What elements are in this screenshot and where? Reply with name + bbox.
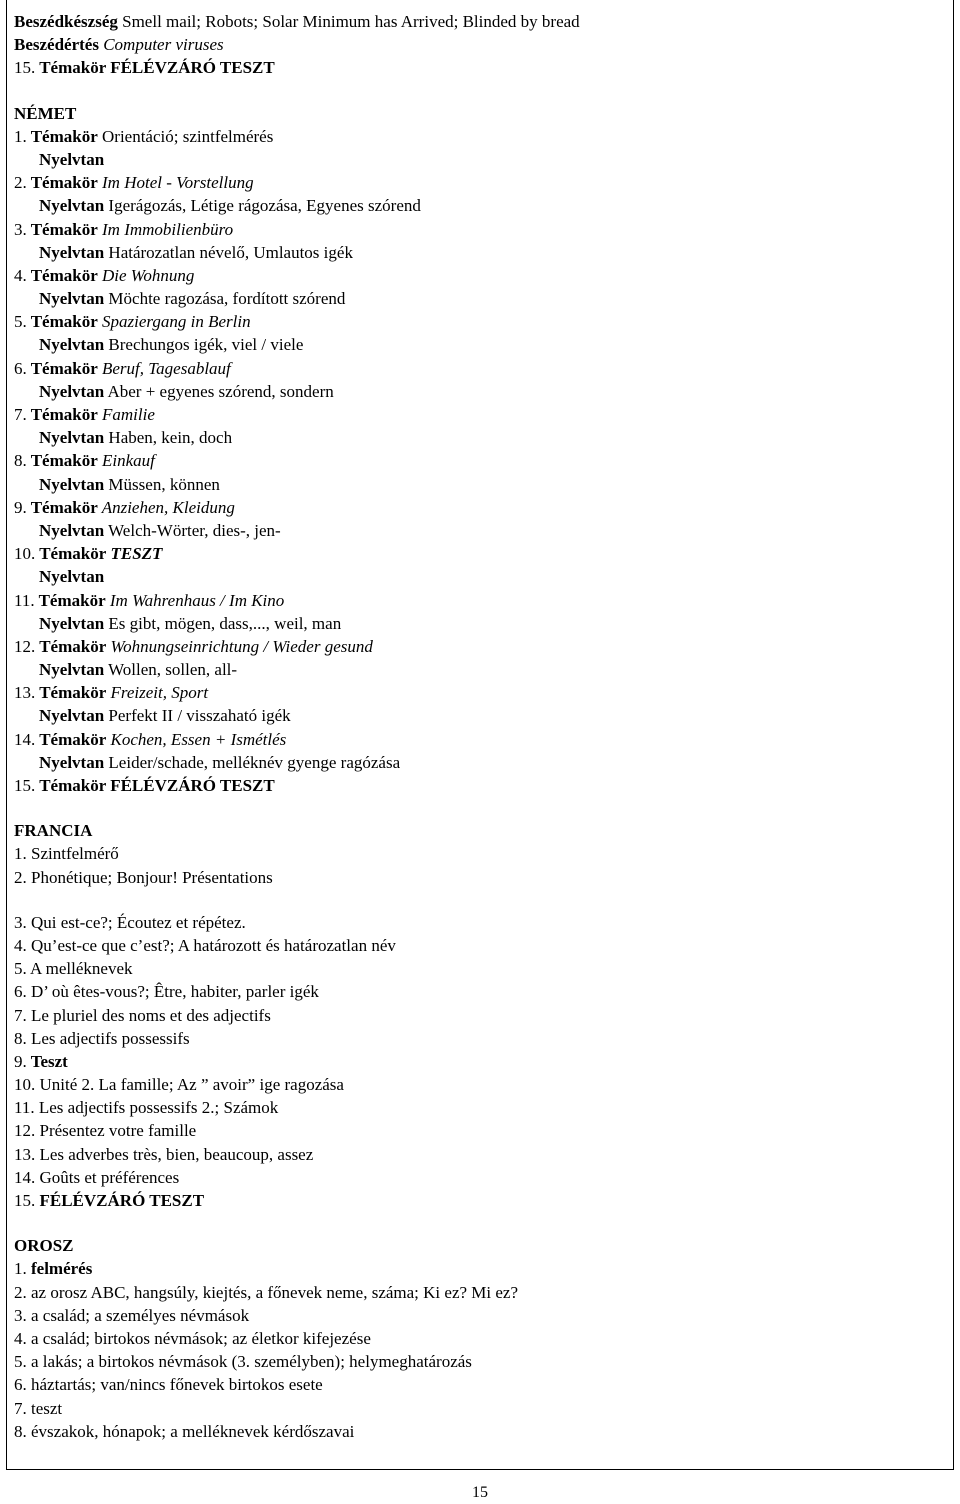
- syllabus-line: [14, 1350, 934, 1373]
- item-text: Orientáció; szintfelmérés: [97, 126, 274, 146]
- item-label: Témakör: [26, 451, 98, 471]
- syllabus-line: [14, 1257, 934, 1280]
- item-label: Nyelvtan: [39, 474, 105, 494]
- item-text: a család; a személyes névmások: [26, 1305, 250, 1325]
- syllabus-line: [14, 1166, 934, 1189]
- item-text: Möchte ragozása, fordított szórend: [104, 289, 346, 309]
- item-text: A melléknevek: [26, 959, 133, 979]
- section-gap: [14, 80, 934, 102]
- syllabus-line: [14, 1050, 934, 1073]
- item-label: Beszédkészség: [14, 12, 118, 31]
- syllabus-line: [14, 56, 934, 79]
- item-number: 1.: [14, 1259, 27, 1279]
- item-label: Nyelvtan: [39, 428, 105, 448]
- section-heading-nemet: NÉMET: [14, 103, 77, 123]
- syllabus-line: [14, 728, 934, 751]
- syllabus-line: [14, 1004, 934, 1027]
- syllabus-content: [14, 10, 934, 1443]
- syllabus-line: [14, 218, 934, 241]
- item-number: 3.: [14, 912, 27, 932]
- syllabus-line: [14, 287, 934, 310]
- item-label: Témakör: [34, 590, 106, 610]
- section-gap: [14, 797, 934, 819]
- item-text: Perfekt II / visszaható igék: [104, 706, 291, 726]
- syllabus-line: [14, 589, 934, 612]
- syllabus-line: [14, 980, 934, 1003]
- item-topic: Die Wohnung: [97, 265, 195, 285]
- section-heading-orosz: OROSZ: [14, 1236, 74, 1256]
- item-number: 5.: [14, 959, 27, 979]
- item-number: 4.: [14, 1328, 27, 1348]
- syllabus-line: [14, 658, 934, 681]
- item-number: 2.: [14, 1282, 27, 1302]
- item-text: Le pluriel des noms et des adjectifs: [26, 1005, 271, 1025]
- item-number: 7.: [14, 1398, 27, 1418]
- syllabus-line: [14, 751, 934, 774]
- item-number: 12.: [14, 636, 36, 656]
- item-text: évszakok, hónapok; a melléknevek kérdőszavai: [26, 1421, 355, 1441]
- syllabus-line: [14, 125, 934, 148]
- item-label: Nyelvtan: [39, 335, 105, 355]
- syllabus-line: [14, 403, 934, 426]
- item-number: 14.: [14, 1167, 36, 1187]
- syllabus-line: [14, 426, 934, 449]
- item-topic: Spaziergang in Berlin: [97, 312, 251, 332]
- item-number: 10.: [14, 1075, 36, 1095]
- item-label: Témakör: [26, 219, 98, 239]
- item-text: Igerágozás, Létige rágozása, Egyenes szórend: [104, 196, 421, 216]
- item-topic: Einkauf: [97, 451, 155, 471]
- item-label: Nyelvtan: [39, 381, 105, 401]
- item-number: 15.: [14, 1191, 36, 1210]
- item-topic: Freizeit, Sport: [106, 683, 209, 703]
- item-topic: Im Hotel - Vorstellung: [97, 173, 254, 193]
- item-number: 5.: [14, 312, 27, 332]
- syllabus-line: [14, 704, 934, 727]
- syllabus-line: [14, 241, 934, 264]
- syllabus-line: [14, 612, 934, 635]
- syllabus-line: [14, 310, 934, 333]
- syllabus-line: [14, 1143, 934, 1166]
- item-number: 3.: [14, 1305, 27, 1325]
- syllabus-line: [14, 1189, 934, 1212]
- item-label: Témakör: [26, 265, 98, 285]
- item-label: Nyelvtan: [39, 242, 105, 262]
- item-text: Es gibt, mögen, dass,..., weil, man: [104, 613, 342, 633]
- item-text: háztartás; van/nincs főnevek birtokos esete: [26, 1375, 323, 1395]
- syllabus-line: [14, 357, 934, 380]
- blank-line: [14, 889, 934, 911]
- syllabus-line: [14, 449, 934, 472]
- item-number: 1.: [14, 844, 27, 864]
- syllabus-line: [14, 264, 934, 287]
- item-number: 6.: [14, 1375, 27, 1395]
- item-topic: Im Wahrenhaus / Im Kino: [105, 590, 285, 610]
- syllabus-line: [14, 565, 934, 588]
- item-number: 5.: [14, 1352, 27, 1372]
- item-bold-text: FÉLÉVZÁRÓ TESZT: [35, 1191, 205, 1210]
- syllabus-line: [14, 635, 934, 658]
- syllabus-line: [14, 10, 934, 33]
- item-text: Haben, kein, doch: [104, 428, 233, 448]
- item-text: Aber + egyenes szórend, sondern: [104, 381, 334, 401]
- item-number: 14.: [14, 729, 36, 749]
- item-label: Témakör: [35, 776, 106, 795]
- item-number: 2.: [14, 173, 27, 193]
- item-bold-topic: TESZT: [106, 544, 163, 564]
- item-number: 15.: [14, 58, 36, 78]
- item-label: Témakör: [35, 58, 106, 78]
- item-number: 8.: [14, 1421, 27, 1441]
- item-number: 2.: [14, 867, 27, 887]
- item-label: Témakör: [35, 683, 107, 703]
- syllabus-line: [14, 333, 934, 356]
- item-number: 8.: [14, 451, 27, 471]
- item-number: 15.: [14, 776, 36, 795]
- item-text: Phonétique; Bonjour! Présentations: [26, 867, 273, 887]
- item-number: 11.: [14, 590, 35, 610]
- item-topic: Im Immobilienbüro: [97, 219, 234, 239]
- item-label: Témakör: [26, 497, 98, 517]
- item-label: Témakör: [26, 405, 98, 424]
- syllabus-line: [14, 1119, 934, 1142]
- item-text: Qu’est-ce que c’est?; A határozott és határozatlan név: [26, 935, 396, 955]
- item-number: 7.: [14, 405, 27, 424]
- syllabus-line: [14, 171, 934, 194]
- syllabus-line: [14, 473, 934, 496]
- item-label: Nyelvtan: [39, 706, 105, 726]
- item-number: 6.: [14, 358, 27, 378]
- item-text: Müssen, können: [104, 474, 220, 494]
- item-label: Nyelvtan: [39, 196, 105, 216]
- item-number: 4.: [14, 935, 27, 955]
- item-label: Nyelvtan: [39, 520, 105, 540]
- item-text: Goûts et préférences: [35, 1167, 180, 1187]
- item-text: Qui est-ce?; Écoutez et répétez.: [26, 912, 246, 932]
- syllabus-line: [14, 1096, 934, 1119]
- item-text: Leider/schade, melléknév gyenge ragózása: [104, 752, 401, 772]
- item-text: Les adverbes très, bien, beaucoup, assez: [35, 1144, 314, 1164]
- syllabus-line: [14, 1073, 934, 1096]
- item-text: D’ où êtes-vous?; Être, habiter, parler igék: [26, 982, 319, 1002]
- item-topic: Kochen, Essen + Ismétlés: [106, 729, 287, 749]
- syllabus-line: [14, 194, 934, 217]
- syllabus-line: [14, 1397, 934, 1420]
- item-text: a lakás; a birtokos névmások (3. személyben); helymeghatározás: [26, 1352, 472, 1372]
- item-text: az orosz ABC, hangsúly, kiejtés, a főnevek neme, száma; Ki ez? Mi ez?: [26, 1282, 519, 1302]
- item-text: Határozatlan névelő, Umlautos igék: [104, 242, 353, 262]
- item-text: Présentez votre famille: [35, 1121, 197, 1141]
- item-topic: Computer viruses: [98, 35, 224, 55]
- syllabus-line: [14, 842, 934, 865]
- item-number: 8.: [14, 1028, 27, 1048]
- item-text: Brechungos igék, viel / viele: [104, 335, 304, 355]
- item-bold-text: Teszt: [26, 1051, 68, 1071]
- syllabus-line: [14, 957, 934, 980]
- section-gap: [14, 1212, 934, 1234]
- item-bold-text: FÉLÉVZÁRÓ TESZT: [105, 58, 275, 78]
- item-text: a család; birtokos névmások; az életkor kifejezése: [26, 1328, 371, 1348]
- item-topic: Beruf, Tagesablauf: [97, 358, 231, 378]
- section-heading-francia: FRANCIA: [14, 821, 93, 841]
- item-label: Nyelvtan: [39, 567, 105, 587]
- item-number: 9.: [14, 1051, 27, 1071]
- item-number: 12.: [14, 1121, 36, 1141]
- item-text: Unité 2. La famille; Az ” avoir” ige ragozása: [35, 1075, 344, 1095]
- syllabus-line: [14, 380, 934, 403]
- item-text: teszt: [26, 1398, 63, 1418]
- item-text: Les adjectifs possessifs: [26, 1028, 190, 1048]
- item-text: Welch-Wörter, dies-, jen-: [104, 520, 281, 540]
- item-label: Nyelvtan: [39, 149, 105, 169]
- syllabus-line: [14, 1027, 934, 1050]
- item-number: 9.: [14, 497, 27, 517]
- item-topic: Anziehen, Kleidung: [97, 497, 235, 517]
- syllabus-line: [14, 934, 934, 957]
- item-label: Témakör: [26, 173, 98, 193]
- item-label: Témakör: [26, 358, 98, 378]
- item-topic: Familie: [97, 405, 155, 424]
- syllabus-line: [14, 1420, 934, 1443]
- item-text: Les adjectifs possessifs 2.; Számok: [34, 1098, 279, 1118]
- syllabus-line: [14, 542, 934, 565]
- syllabus-line: [14, 496, 934, 519]
- item-number: 13.: [14, 683, 36, 703]
- syllabus-line: [14, 519, 934, 542]
- item-label: Témakör: [26, 312, 98, 332]
- item-bold-text: FÉLÉVZÁRÓ TESZT: [105, 776, 275, 795]
- item-text: Wollen, sollen, all-: [104, 660, 238, 680]
- page-number: 15: [472, 1484, 488, 1501]
- item-number: 11.: [14, 1098, 35, 1118]
- syllabus-line: [14, 33, 934, 56]
- syllabus-line: [14, 1373, 934, 1396]
- item-bold-text: felmérés: [26, 1259, 93, 1279]
- item-number: 3.: [14, 219, 27, 239]
- item-label: Témakör: [26, 126, 98, 146]
- item-number: 6.: [14, 982, 27, 1002]
- item-label: Témakör: [35, 636, 107, 656]
- item-label: Témakör: [35, 729, 107, 749]
- item-label: Nyelvtan: [39, 752, 105, 772]
- syllabus-line: [14, 681, 934, 704]
- syllabus-line: [14, 1327, 934, 1350]
- syllabus-line: [14, 866, 934, 889]
- item-text: Smell mail; Robots; Solar Minimum has Arrived; Blinded by bread: [117, 12, 580, 31]
- item-label: Nyelvtan: [39, 660, 105, 680]
- item-text: Szintfelmérő: [26, 844, 119, 864]
- item-number: 7.: [14, 1005, 27, 1025]
- item-topic: Wohnungseinrichtung / Wieder gesund: [106, 636, 373, 656]
- item-label: Témakör: [35, 544, 107, 564]
- item-number: 13.: [14, 1144, 36, 1164]
- item-number: 4.: [14, 265, 27, 285]
- item-label: Beszédértés: [14, 35, 99, 55]
- item-label: Nyelvtan: [39, 289, 105, 309]
- syllabus-line: [14, 911, 934, 934]
- item-number: 1.: [14, 126, 27, 146]
- syllabus-line: [14, 148, 934, 171]
- syllabus-line: [14, 1304, 934, 1327]
- item-number: 10.: [14, 544, 36, 564]
- syllabus-line: [14, 1281, 934, 1304]
- item-label: Nyelvtan: [39, 613, 105, 633]
- syllabus-line: [14, 774, 934, 797]
